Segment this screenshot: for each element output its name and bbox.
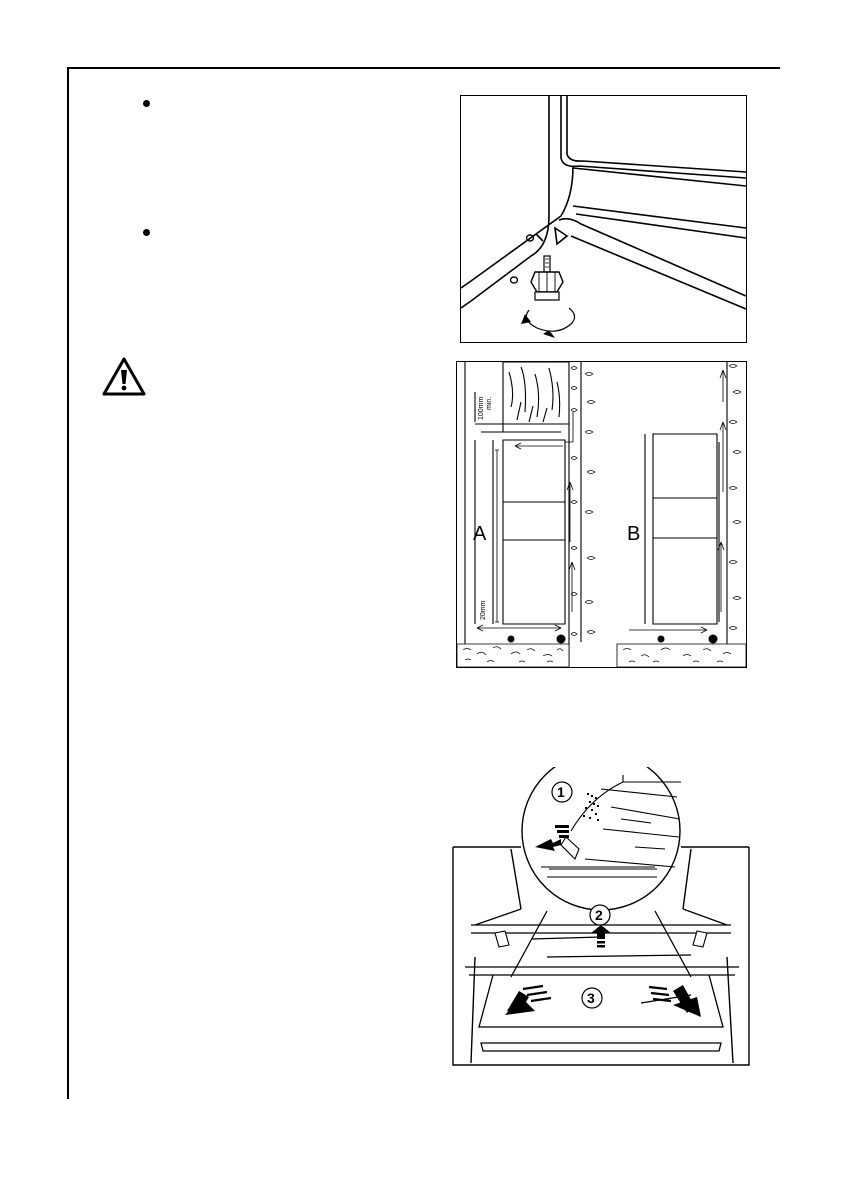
step-3-label: 3 xyxy=(587,990,595,1006)
clearance-top-dimension-min: min. xyxy=(486,396,493,410)
warning-icon xyxy=(101,356,147,398)
clearance-label-b: B xyxy=(627,523,641,545)
clearance-bottom-dimension: 20mm xyxy=(480,600,487,620)
step-2-label: 2 xyxy=(595,907,603,923)
clearance-top-dimension: 100mm xyxy=(478,396,485,420)
clearance-label-a: A xyxy=(473,523,487,545)
adjustable-foot-figure xyxy=(460,95,747,343)
ventilation-clearance-figure xyxy=(456,361,747,668)
step-1-label: 1 xyxy=(557,784,565,800)
bullet-1 xyxy=(143,100,150,107)
left-rule xyxy=(67,67,69,1099)
top-rule xyxy=(67,67,780,69)
bullet-2 xyxy=(143,229,150,236)
shelf-removal-figure xyxy=(451,767,752,1066)
